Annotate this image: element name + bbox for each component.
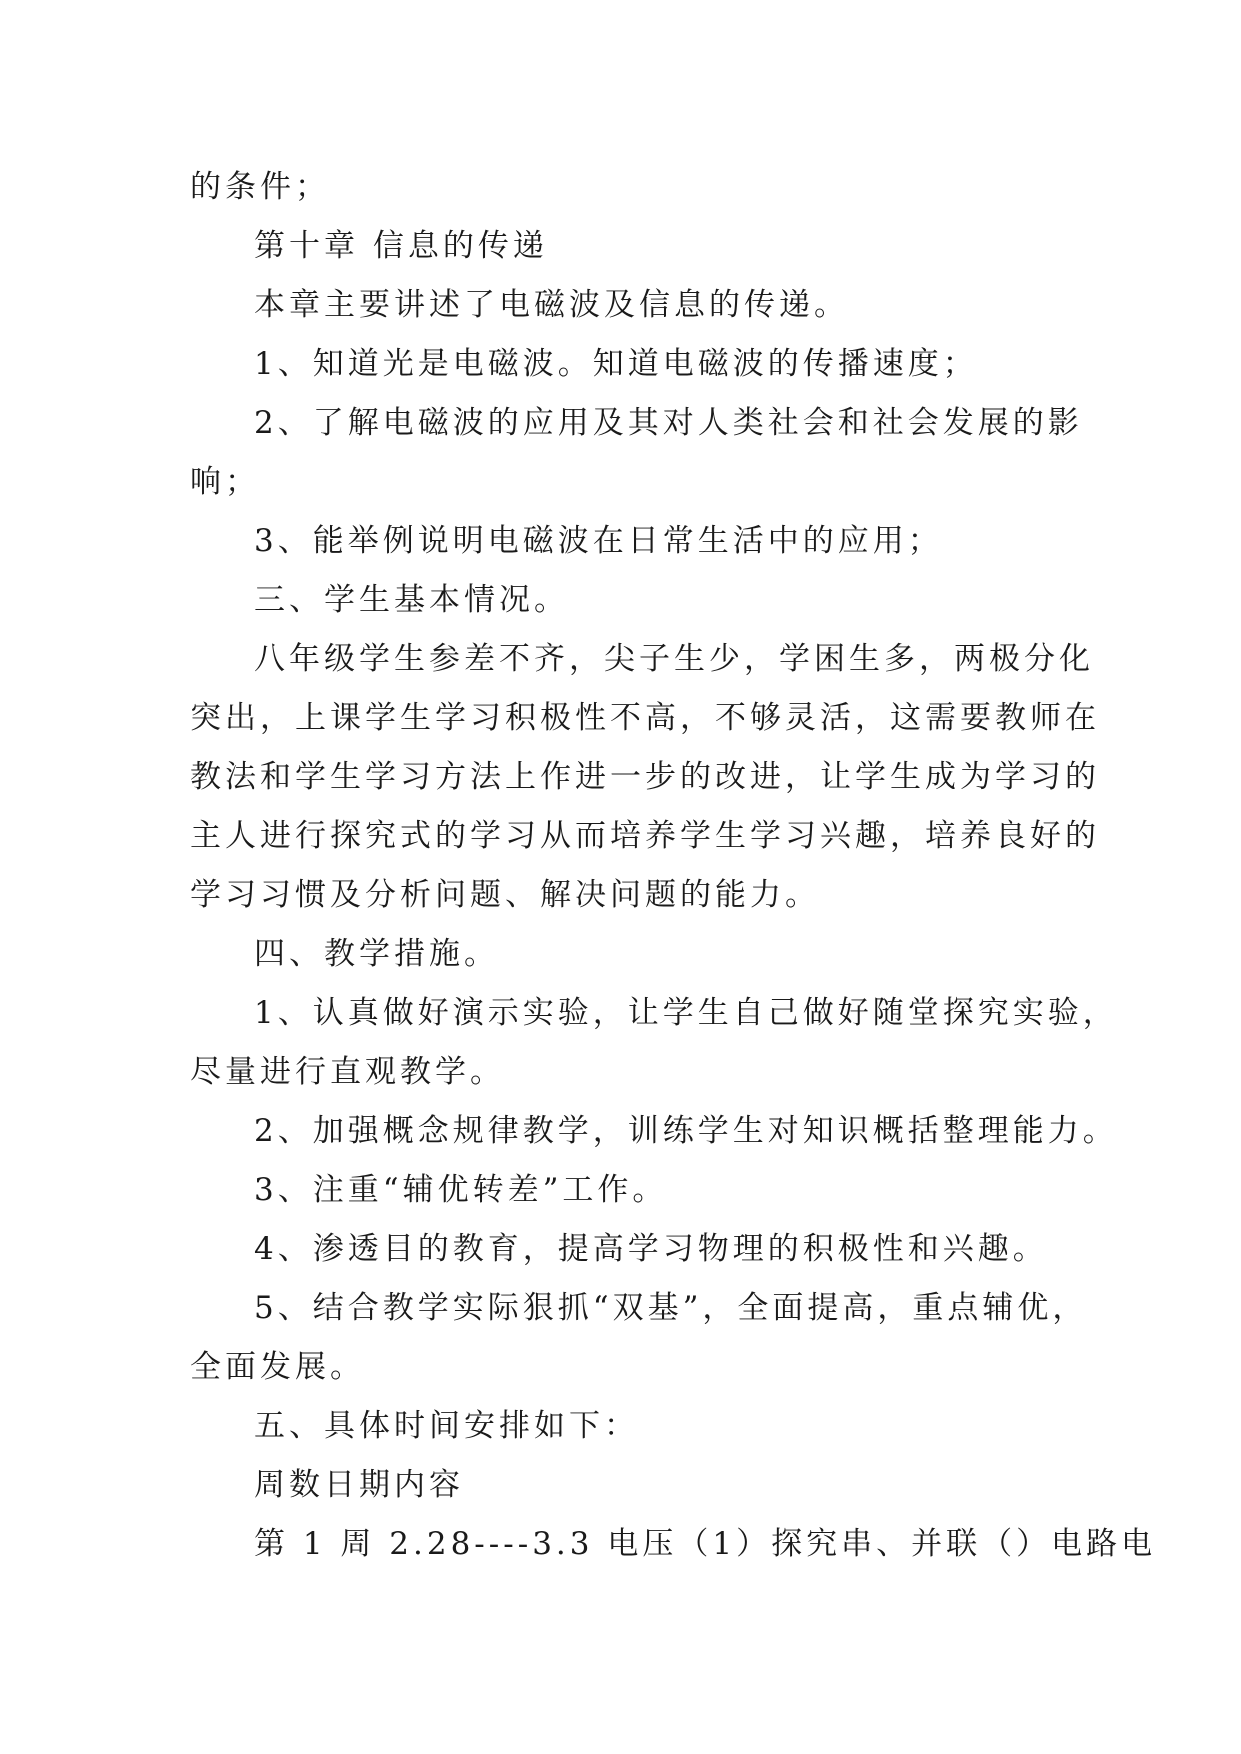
section-heading: 五、具体时间安排如下： [254, 1408, 639, 1444]
list-item: 1、认真做好演示实验，让学生自己做好随堂探究实验， [254, 995, 1118, 1031]
text-line: 教法和学生学习方法上作进一步的改进，让学生成为学习的 [190, 759, 1100, 795]
chapter-heading: 第十章 信息的传递 [254, 228, 548, 264]
text-line: 突出，上课学生学习积极性不高，不够灵活，这需要教师在 [190, 700, 1100, 736]
list-item: 2、了解电磁波的应用及其对人类社会和社会发展的影 [254, 405, 1083, 441]
list-item: 3、注重“辅优转差”工作。 [254, 1172, 668, 1208]
text-line: 全面发展。 [190, 1349, 365, 1385]
list-item: 1、知道光是电磁波。知道电磁波的传播速度； [254, 346, 978, 382]
text-line: 学习习惯及分析问题、解决问题的能力。 [190, 877, 820, 913]
text-line: 的条件； [190, 169, 330, 205]
list-item: 3、能举例说明电磁波在日常生活中的应用； [254, 523, 943, 559]
list-item: 2、加强概念规律教学，训练学生对知识概括整理能力。 [254, 1113, 1118, 1149]
list-item: 5、结合教学实际狠抓“双基”，全面提高，重点辅优， [254, 1290, 1088, 1326]
text-line: 八年级学生参差不齐，尖子生少，学困生多，两极分化 [254, 641, 1094, 677]
document-body [190, 158, 1157, 1574]
section-heading: 四、教学措施。 [254, 936, 499, 972]
text-line: 响； [190, 464, 260, 500]
list-item: 4、渗透目的教育，提高学习物理的积极性和兴趣。 [254, 1231, 1048, 1267]
text-line: 主人进行探究式的学习从而培养学生学习兴趣，培养良好的 [190, 818, 1100, 854]
text-line: 本章主要讲述了电磁波及信息的传递。 [254, 287, 849, 323]
schedule-row: 第 1 周 2.28----3.3 电压（1）探究串、并联（）电路电 [254, 1526, 1157, 1562]
schedule-header: 周数日期内容 [254, 1467, 464, 1503]
section-heading: 三、学生基本情况。 [254, 582, 569, 618]
text-line: 尽量进行直观教学。 [190, 1054, 505, 1090]
